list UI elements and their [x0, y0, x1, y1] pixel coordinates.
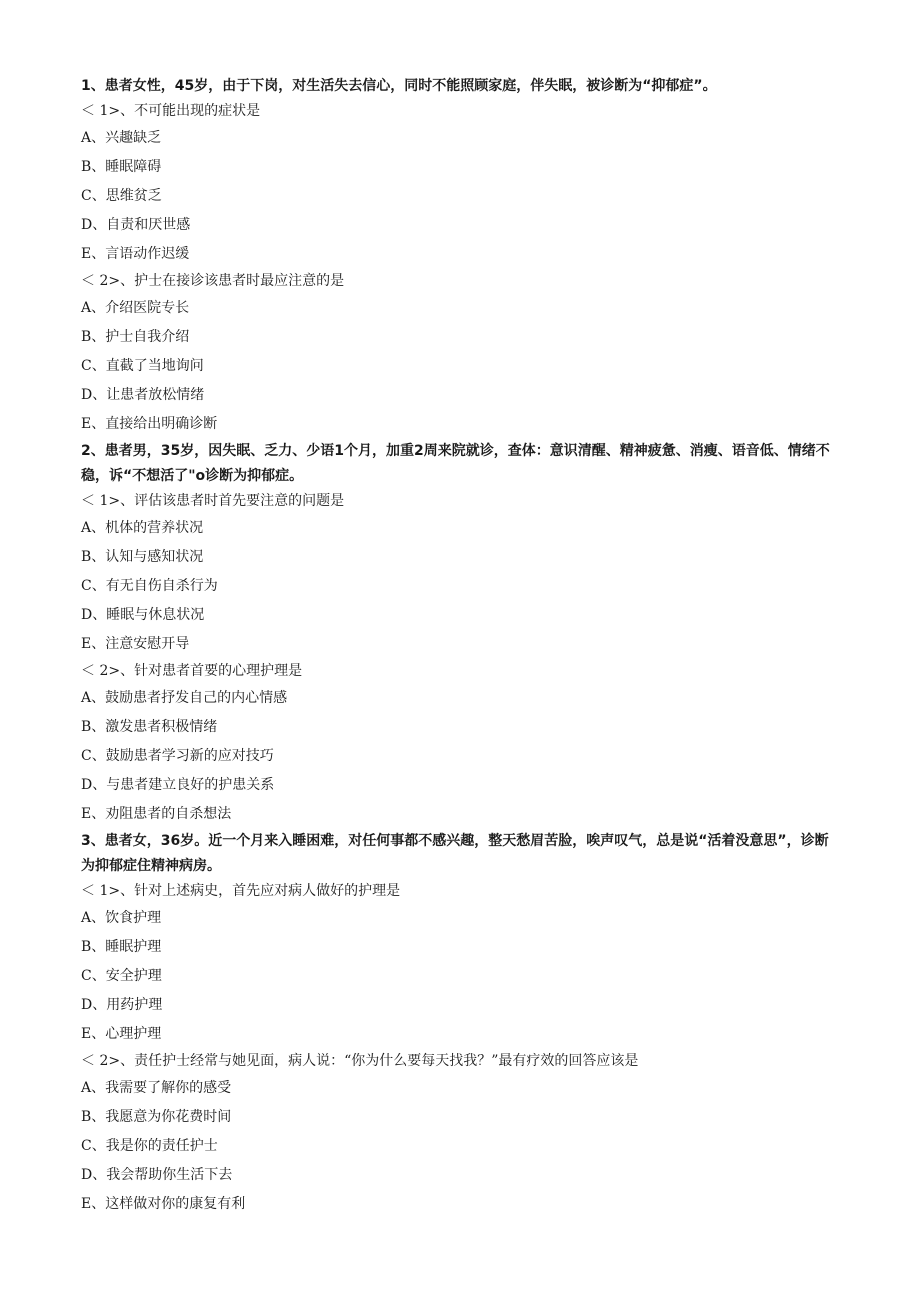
question-block-1 — [81, 74, 841, 439]
case-stem-3: 3、患者女，36岁。近一个月来入睡困难，对任何事都不感兴趣，整天愁眉苦脸，唉声叹气，总是说“活着没意思”，诊断为抑郁症住精神病房。 — [81, 833, 829, 874]
option-3-1-c: C、安全护理 — [81, 968, 162, 984]
option-2-2-c: C、鼓励患者学习新的应对技巧 — [81, 748, 274, 764]
option-3-1-a: A、饮食护理 — [81, 910, 162, 926]
option-3-2-e: E、这样做对你的康复有利 — [81, 1196, 246, 1212]
option-1-2-e: E、直接给出明确诊断 — [81, 416, 218, 432]
option-3-2-d: D、我会帮助你生活下去 — [81, 1167, 233, 1183]
option-2-1-a: A、机体的营养状况 — [81, 520, 204, 536]
option-2-2-a: A、鼓励患者抒发自己的内心情感 — [81, 690, 288, 706]
question-block-2 — [81, 439, 841, 829]
option-1-1-b: B、睡眠障碍 — [81, 159, 162, 175]
case-stem-1: 1、患者女性，45岁，由于下岗，对生活失去信心，同时不能照顾家庭，伴失眠，被诊断为“抑郁症”。 — [81, 78, 717, 94]
option-3-2-b: B、我愿意为你花费时间 — [81, 1109, 232, 1125]
option-1-1-d: D、自责和厌世感 — [81, 217, 191, 233]
document-body — [81, 74, 841, 1219]
option-1-2-d: D、让患者放松情绪 — [81, 387, 205, 403]
question-block-3 — [81, 829, 841, 1219]
option-3-2-a: A、我需要了解你的感受 — [81, 1080, 232, 1096]
sub-question-2-1: ＜ 1>、评估该患者时首先要注意的问题是 — [81, 493, 345, 509]
option-2-1-d: D、睡眠与休息状况 — [81, 607, 205, 623]
option-3-1-e: E、心理护理 — [81, 1026, 162, 1042]
option-3-2-c: C、我是你的责任护士 — [81, 1138, 218, 1154]
sub-question-2-2: ＜ 2>、针对患者首要的心理护理是 — [81, 663, 303, 679]
option-1-2-c: C、直截了当地询问 — [81, 358, 204, 374]
option-2-2-b: B、激发患者积极情绪 — [81, 719, 218, 735]
option-1-1-a: A、兴趣缺乏 — [81, 130, 162, 146]
option-1-1-c: C、思维贫乏 — [81, 188, 162, 204]
option-1-2-a: A、介绍医院专长 — [81, 300, 190, 316]
option-1-1-e: E、言语动作迟缓 — [81, 246, 190, 262]
sub-question-3-2: ＜ 2>、责任护士经常与她见面，病人说：“你为什么要每天找我？”最有疗效的回答应该是 — [81, 1053, 639, 1069]
sub-question-1-2: ＜ 2>、护士在接诊该患者时最应注意的是 — [81, 273, 345, 289]
option-2-2-e: E、劝阻患者的自杀想法 — [81, 806, 232, 822]
option-2-1-e: E、注意安慰开导 — [81, 636, 190, 652]
option-3-1-b: B、睡眠护理 — [81, 939, 162, 955]
option-1-2-b: B、护士自我介绍 — [81, 329, 190, 345]
option-2-1-c: C、有无自伤自杀行为 — [81, 578, 218, 594]
sub-question-3-1: ＜ 1>、针对上述病史，首先应对病人做好的护理是 — [81, 883, 401, 899]
sub-question-1-1: ＜ 1>、不可能出现的症状是 — [81, 103, 261, 119]
option-2-2-d: D、与患者建立良好的护患关系 — [81, 777, 275, 793]
case-stem-2: 2、患者男，35岁，因失眠、乏力、少语1个月，加重2周来院就诊，查体：意识清醒、精神疲惫、消瘦、语音低、情绪不稳，诉“不想活了"o诊断为抑郁症。 — [81, 443, 830, 484]
option-3-1-d: D、用药护理 — [81, 997, 163, 1013]
option-2-1-b: B、认知与感知状况 — [81, 549, 204, 565]
